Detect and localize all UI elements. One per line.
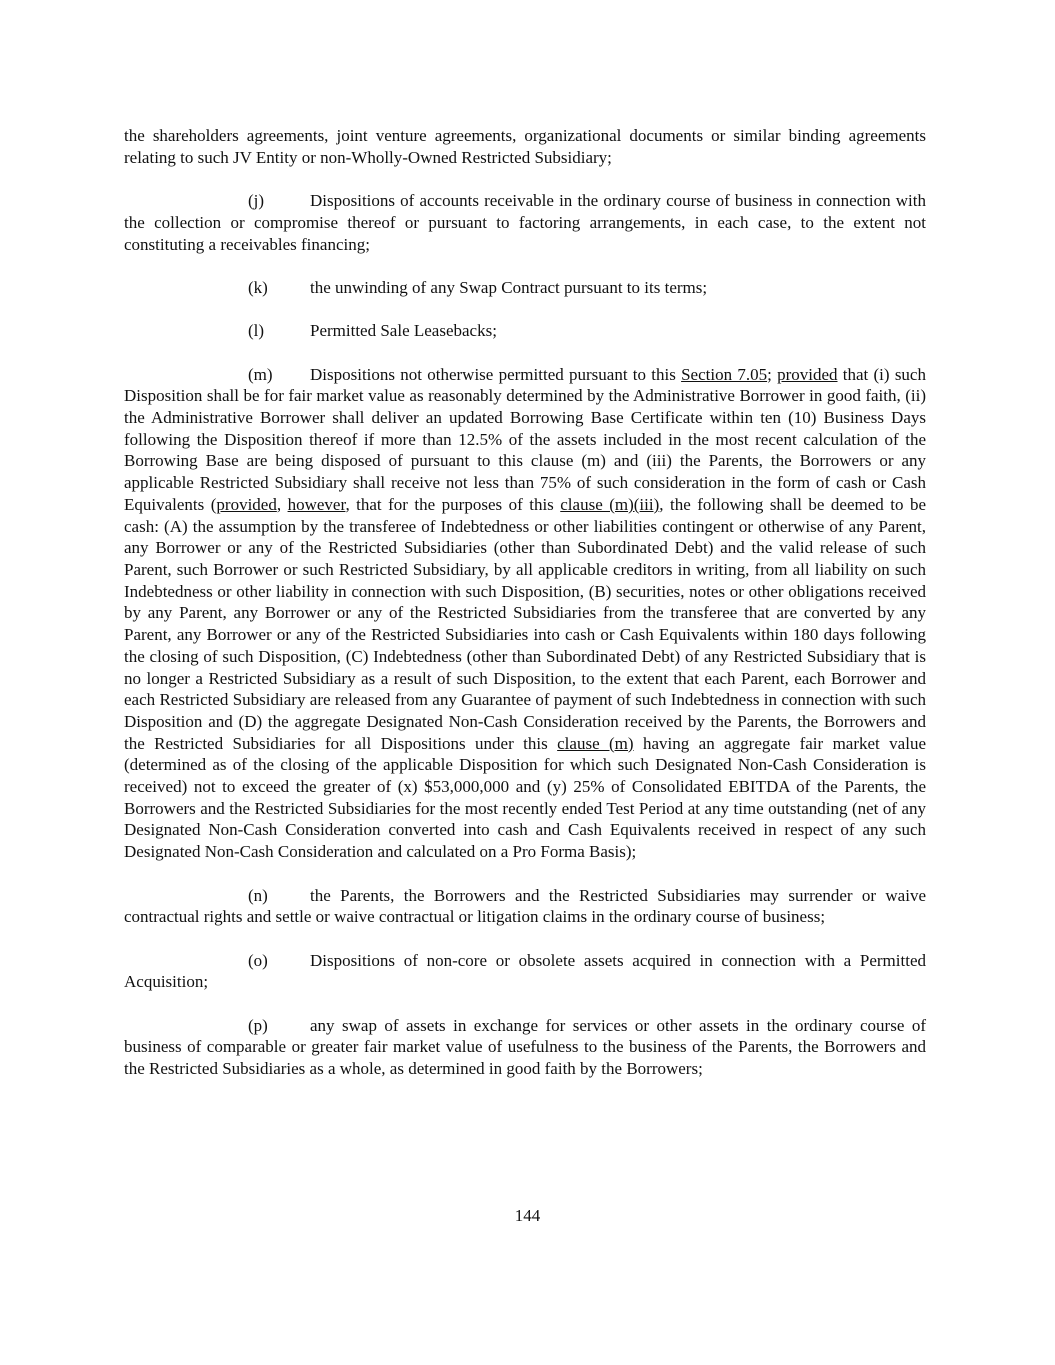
clause-m bbox=[124, 364, 926, 863]
page-number: 144 bbox=[514, 1206, 541, 1225]
clause-k-text: the unwinding of any Swap Contract pursuant to its terms; bbox=[310, 277, 708, 297]
clause-l bbox=[124, 320, 926, 342]
clause-n-text: the Parents, the Borrowers and the Restricted Subsidiaries may surrender or waive contractual rights and settle or waive contractual or litigation claims in the ordinary course of business; bbox=[124, 885, 926, 927]
document-page bbox=[124, 125, 926, 1102]
clause-k bbox=[124, 277, 926, 299]
clause-o-text: Dispositions of non-core or obsolete assets acquired in connection with a Permitted Acquisition; bbox=[124, 950, 926, 992]
provided-term-2: provided bbox=[216, 494, 277, 514]
continuation-paragraph: the shareholders agreements, joint venture agreements, organizational documents or similar binding agreements relating to such JV Entity or non-Wholly-Owned Restricted Subsidiary; bbox=[124, 126, 926, 167]
clause-k-label: (k) bbox=[248, 277, 268, 297]
clause-p-label: (p) bbox=[248, 1015, 268, 1035]
clause-n-label: (n) bbox=[248, 885, 268, 905]
clause-j-text: Dispositions of accounts receivable in the ordinary course of business in connection with the collection or compromise thereof or pursuant to factoring arrangements, in each case, to the extent not constituting a receivables financing; bbox=[124, 191, 926, 254]
clause-m-label: (m) bbox=[248, 364, 273, 384]
clause-m-iii-reference: clause (m)(iii) bbox=[560, 494, 660, 514]
clause-n bbox=[124, 885, 926, 928]
clause-m-reference: clause (m) bbox=[557, 733, 634, 753]
clause-m-text-1: Dispositions not otherwise permitted pursuant to this bbox=[310, 364, 682, 384]
however-term: however bbox=[287, 494, 346, 514]
clause-o bbox=[124, 950, 926, 993]
clause-m-text-5: , that for the purposes of this bbox=[345, 494, 561, 514]
clause-m-text-6: , the following shall be deemed to be cash: (A) the assumption by the transferee of Indebtedness or other liabilities contingent or otherwise of any Parent, any Borrower or any of the Restricted Subsidiaries (other than Subordinated Debt) and the valid release of such Parent, such Borrower or such Restricted Subsidiary, by all applicable creditors in writing, from all liability on such Indebtedness or other liability in connection with such Disposition, (B) securities, notes or other obligations received by any Parent, any Borrower or any of the Restricted Subsidiaries from the transferee that are converted by any Parent, any Borrower or any of the Restricted Subsidiaries into cash or Cash Equivalents within 180 days following the closing of such Disposition, (C) Indebtedness (other than Subordinated Debt) of any Restricted Subsidiary that is no longer a Restricted Subsidiary as a result of such Disposition, to the extent that each Parent, each Borrower and each Restricted Subsidiary are released from any Guarantee of payment of such Indebtedness in connection with such Disposition and (D) the aggregate Designated Non-Cash Consideration received by the Parents, the Borrowers and the Restricted Subsidiaries for all Dispositions under this bbox=[124, 494, 927, 753]
clause-m-text-3: that (i) such Disposition shall be for fair market value as reasonably determined by the Administrative Borrower in good faith, (ii) the Administrative Borrower shall deliver an updated Borrowing Base Certificate within ten (10) Business Days following the Disposition thereof if more than 12.5% of the assets included in the most recent calculation of the Borrowing Base are being disposed of pursuant to this clause (m) and (iii) the Parents, the Borrowers or any applicable Restricted Subsidiary shall receive not less than 75% of such consideration in the form of cash or Cash Equivalents ( bbox=[124, 364, 926, 514]
provided-term: provided bbox=[777, 364, 838, 384]
clause-p-text: any swap of assets in exchange for services or other assets in the ordinary course of business of comparable or greater fair market value of usefulness to the business of the Parents, the Borrowers and the Restricted Subsidiaries as a whole, as determined in good faith by the Borrowers; bbox=[124, 1015, 926, 1079]
clause-j bbox=[124, 190, 926, 255]
clause-p bbox=[124, 1015, 926, 1080]
clause-l-label: (l) bbox=[248, 321, 265, 341]
clause-m-text-4: , bbox=[276, 494, 288, 514]
clause-m-text-7: having an aggregate fair market value (determined as of the closing of the applicable Disposition for which such Designated Non-Cash Consideration is received) not to exceed the greater of (x) $53,000,000 and (y) 25% of Consolidated EBITDA of the Parents, the Borrowers and the Restricted Subsidiaries for the most recently ended Test Period at any time outstanding (net of any Designated Non-Cash Consideration converted into cash and Cash Equivalents received in respect of any such Designated Non-Cash Consideration and calculated on a Pro Forma Basis); bbox=[124, 733, 926, 862]
clause-l-text: Permitted Sale Leasebacks; bbox=[310, 321, 497, 341]
section-7-05-reference: Section 7.05 bbox=[681, 364, 768, 384]
clause-o-label: (o) bbox=[248, 950, 268, 970]
clause-m-text-2: ; bbox=[767, 364, 778, 384]
clause-j-label: (j) bbox=[248, 191, 265, 211]
